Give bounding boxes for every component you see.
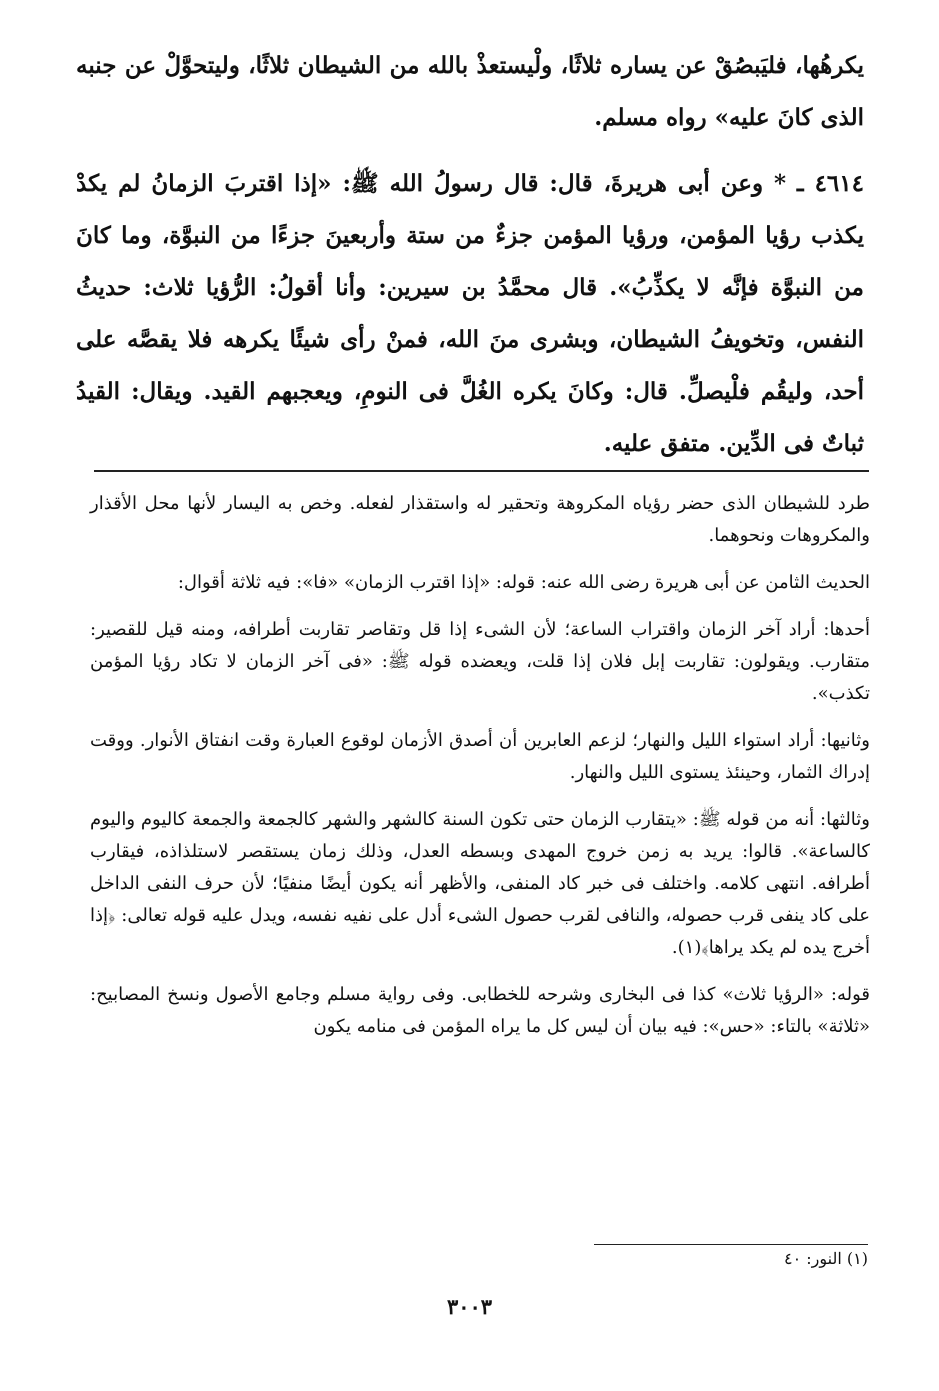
page-number: ٣٠٠٣ xyxy=(446,1294,493,1319)
commentary-block xyxy=(90,488,870,1043)
commentary-paragraph: وثالثها: أنه من قوله ﷺ: «يتقارب الزمان حتى تكون السنة كالشهر والشهر كالجمعة والجمعة كاليوم واليوم كالساعة». قالوا: يريد به زمن خروج المهدى وبسطه العدل، وذلك زمان يستقصر لاستلذاذه، فيقارب أطرافه. انتهى كلامه. واختلف فى خبر كاد المنفى، والأظهر أنه يكون أيضًا منفيًا؛ لأن حرف النفى الداخل على كاد ينفى قرب حصوله، والنافى لقرب حصول الشىء أدل على نفيه نفسه، ويدل عليه قوله تعالى: ﴿إذا أخرج يده لم يكد يراها﴾(١). xyxy=(90,809,870,958)
hadith-text-block xyxy=(76,40,864,470)
hadith-paragraph: ٤٦١٤ ـ * وعن أبى هريرةَ، قال: قال رسولُ الله ﷺ: «إذا اقتربَ الزمانُ لم يكدْ يكذب رؤيا المؤمن، ورؤيا المؤمن جزءٌ من ستة وأربعينَ جزءًا من النبوَّة، وما كانَ من النبوَّة فإنَّه لا يكذِّبُ». قال محمَّدُ بن سيرين: وأنا أقولُ: الرُّؤيا ثلاث: حديثُ النفس، وتخويفُ الشيطان، وبشرى منَ الله، فمنْ رأى شيئًا يكرهه فلا يقصَّه على أحد، وليقُم فلْيصلِّ. قال: وكانَ يكره الغُلَّ فى النومِ، ويعجبهم القيد. ويقال: القيدُ ثباتٌ فى الدِّين. متفق عليه. xyxy=(76,170,864,457)
hadith-paragraph: يكرهُها، فليَبصُقْ عن يساره ثلاثًا، ولْيستعذْ بالله من الشيطان ثلاثًا، وليتحوَّلْ عن جنبه الذى كانَ عليه» رواه مسلم. xyxy=(76,52,864,131)
footnote: (١) النور: ٤٠ xyxy=(784,1249,868,1268)
commentary-paragraph: أحدها: أراد آخر الزمان واقتراب الساعة؛ لأن الشىء إذا قل وتقاصر تقاربت أطرافه، ومنه قيل للقصير: متقارب. ويقولون: تقاربت إبل فلان إذا قلت، ويعضده قوله ﷺ: «فى آخر الزمان لا تكاد رؤيا المؤمن تكذب». xyxy=(90,619,870,704)
commentary-paragraph: الحديث الثامن عن أبى هريرة رضى الله عنه: قوله: «إذا اقترب الزمان» «فا»: فيه ثلاثة أقوال: xyxy=(177,572,870,593)
section-divider xyxy=(94,470,869,472)
commentary-paragraph: وثانيها: أراد استواء الليل والنهار؛ لزعم العابرين أن أصدق الأزمان لوقوع العبارة وقت انفتاق الأنوار. ووقت إدراك الثمار، وحينئذ يستوى الليل والنهار. xyxy=(90,730,870,783)
footnote-divider xyxy=(594,1244,868,1245)
commentary-paragraph: طرد للشيطان الذى حضر رؤياه المكروهة وتحقير له واستقذار لفعله. وخص به اليسار لأنها محل الأقذار والمكروهات ونحوهما. xyxy=(90,493,870,546)
commentary-paragraph: قوله: «الرؤيا ثلاث» كذا فى البخارى وشرحه للخطابى. وفى رواية مسلم وجامع الأصول ونسخ المصابيح: «ثلاثة» بالتاء: «حس»: فيه بيان أن ليس كل ما يراه المؤمن فى منامه يكون xyxy=(90,984,870,1037)
